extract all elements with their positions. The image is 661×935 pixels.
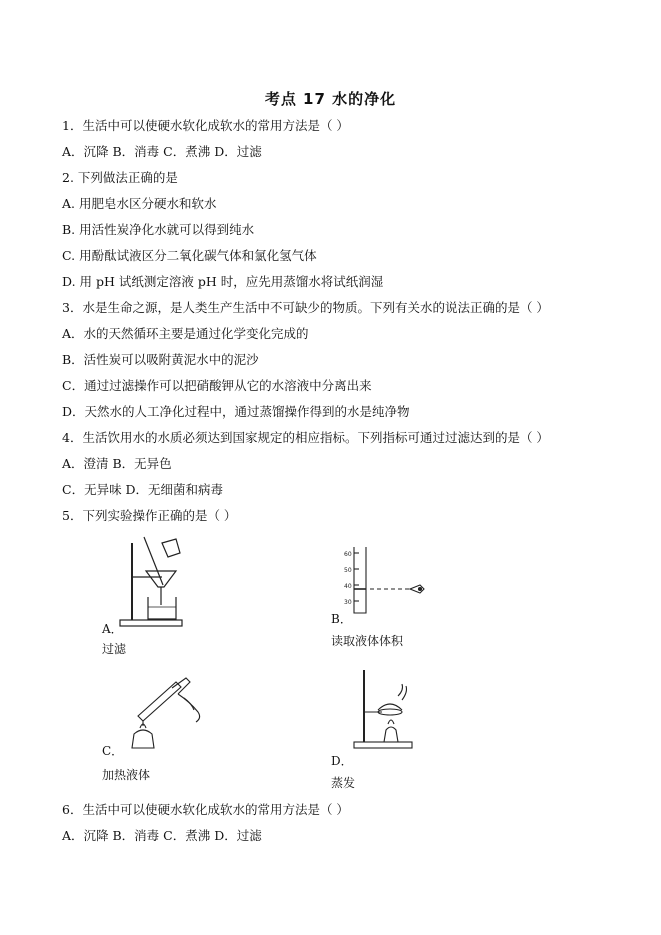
cylinder-reading-figure (340, 545, 430, 615)
q3-option-a: A．水的天然循环主要是通过化学变化完成的 (62, 326, 309, 341)
cylinder-tick-40: 40 (344, 583, 352, 590)
q5-option-b-text: 读取液体体积 (331, 634, 404, 648)
q5-option-d-text: 蒸发 (331, 776, 356, 790)
q6-stem: 6．生活中可以使硬水软化成软水的常用方法是（ ） (62, 802, 349, 817)
q3-stem: 3．水是生命之源，是人类生产生活中不可缺少的物质。下列有关水的说法正确的是（ ） (62, 300, 549, 315)
cylinder-tick-50: 50 (344, 567, 352, 574)
q3-option-b: B．活性炭可以吸附黄泥水中的泥沙 (62, 352, 259, 367)
q3-option-c: C．通过过滤操作可以把硝酸钾从它的水溶液中分离出来 (62, 378, 372, 393)
q4-options-cd: C．无异味 D．无细菌和病毒 (62, 482, 224, 497)
q2-option-c: C. 用酚酞试液区分二氧化碳气体和氯化氢气体 (62, 248, 317, 263)
q5-option-d-letter: D． (331, 754, 353, 768)
q5-option-a-letter: A． (102, 622, 123, 636)
q1-stem: 1．生活中可以使硬水软化成软水的常用方法是（ ） (62, 118, 349, 133)
q6-options: A．沉降 B．消毒 C．煮沸 D．过滤 (62, 828, 262, 843)
heating-liquid-figure (120, 676, 210, 751)
q2-option-b: B. 用活性炭净化水就可以得到纯水 (62, 222, 255, 237)
q2-stem: 2. 下列做法正确的是 (62, 170, 178, 185)
q5-option-c-text: 加热液体 (102, 768, 151, 782)
q2-option-d: D. 用 pH 试纸测定溶液 pH 时，应先用蒸馏水将试纸润湿 (62, 274, 384, 289)
q5-stem: 5．下列实验操作正确的是（ ） (62, 508, 237, 523)
q5-option-b-letter: B． (331, 612, 352, 626)
q3-option-d: D．天然水的人工净化过程中，通过蒸馏操作得到的水是纯净物 (62, 404, 410, 419)
evaporation-figure (352, 668, 422, 750)
q5-option-a-text: 过滤 (102, 642, 127, 656)
q4-stem: 4．生活饮用水的水质必须达到国家规定的相应指标。下列指标可通过过滤达到的是（ ） (62, 430, 549, 445)
page-title: 考点 17 水的净化 (264, 90, 397, 108)
cylinder-tick-60: 60 (344, 551, 352, 558)
filtration-figure (118, 535, 198, 630)
cylinder-tick-30: 30 (344, 599, 352, 606)
q5-option-c-letter: C． (102, 744, 124, 758)
q1-options: A．沉降 B．消毒 C．煮沸 D．过滤 (62, 144, 262, 159)
q2-option-a: A. 用肥皂水区分硬水和软水 (62, 196, 217, 211)
q4-options-ab: A．澄清 B．无异色 (62, 456, 172, 471)
